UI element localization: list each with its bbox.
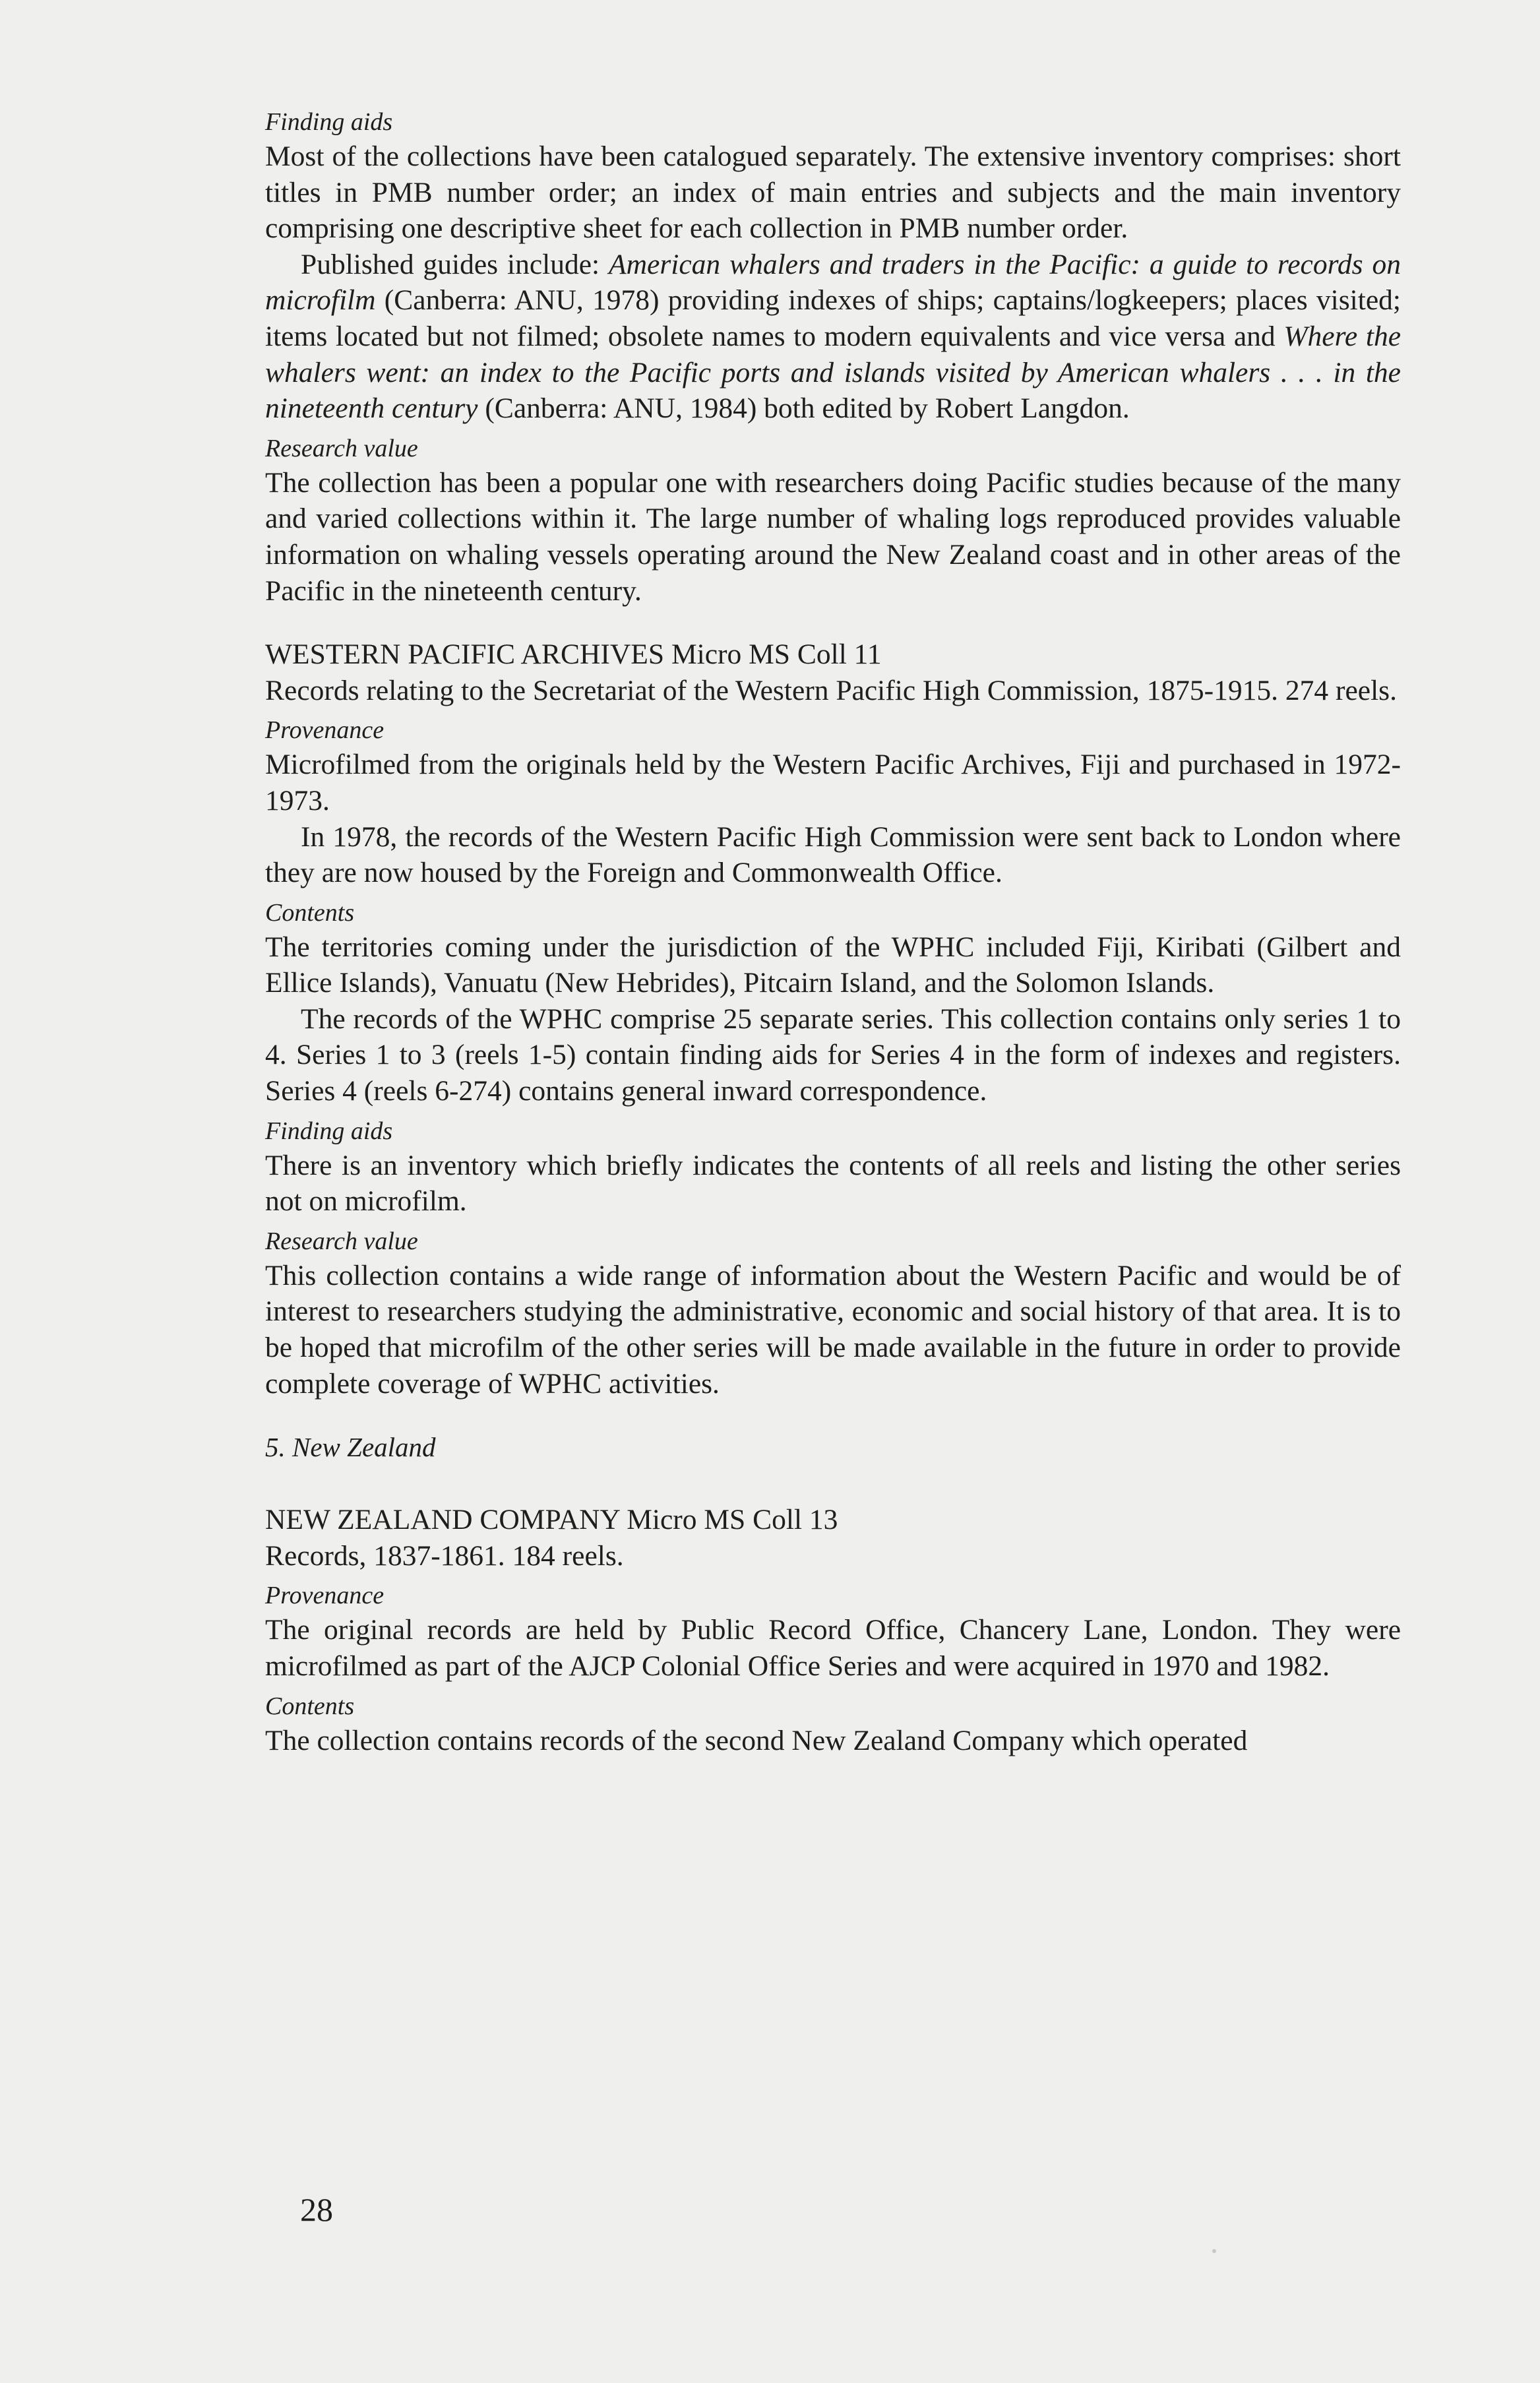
contents-heading: Contents xyxy=(265,898,355,927)
guide-title-american-whalers: American whalers and traders in the Pacific: a guide to records on microfilm xyxy=(265,248,1401,317)
contents-paragraph-nz: The collection contains records of the second New Zealand Company which operated xyxy=(265,1724,1248,1756)
research-value-heading-wp: Research value xyxy=(265,1227,418,1255)
published-guides-tail: (Canberra: ANU, 1984) both edited by Robert Langdon. xyxy=(477,392,1130,425)
collection-title-nz-company: NEW ZEALAND COMPANY Micro MS Coll 13 xyxy=(265,1504,838,1536)
provenance-paragraph-2: In 1978, the records of the Western Pacific High Commission were sent back to London where they are now housed by the Foreign and Commonwealth Office. xyxy=(265,820,1401,889)
finding-aids-heading: Finding aids xyxy=(265,108,393,136)
guide-title-where-whalers-went: Where the whalers went: an index to the Pacific ports and islands visited by American whalers . . . in the nineteenth century xyxy=(265,320,1401,425)
section-heading xyxy=(265,1429,1401,1465)
section-number: 5. xyxy=(265,1432,286,1463)
contents-heading-nz: Contents xyxy=(265,1692,355,1720)
finding-aids-paragraph-wp: There is an inventory which briefly indicates the contents of all reels and listing the other series not on microfilm. xyxy=(265,1149,1401,1218)
provenance-heading: Provenance xyxy=(265,716,385,745)
finding-aids-paragraph: Most of the collections have been catalogued separately. The extensive inventory comprises: short titles in PMB number order; an index of main entries and subjects and the main inventory comprising one descriptive sheet for each collection in PMB number order. xyxy=(265,140,1401,245)
research-value-paragraph: The collection has been a popular one with researchers doing Pacific studies because of the many and varied collections within it. The large number of whaling logs reproduced provides valuable information on whaling vessels operating around the New Zealand coast and in other areas of the Pacific in the nineteenth century. xyxy=(265,466,1401,607)
published-guides-lead: Published guides include: xyxy=(301,248,609,280)
collection-description-western-pacific: Records relating to the Secretariat of the Western Pacific High Commission, 1875-1915. 274 reels. xyxy=(265,674,1397,706)
finding-aids-heading-wp: Finding aids xyxy=(265,1117,393,1145)
contents-paragraph-2: The records of the WPHC comprise 25 separate series. This collection contains only series 1 to 4. Series 1 to 3 (reels 1-5) contain finding aids for Series 4 in the form of indexes and registers. Series 4 (reels 6-274) contains general inward correspondence. xyxy=(265,1003,1401,1107)
collection-title-western-pacific: WESTERN PACIFIC ARCHIVES Micro MS Coll 11 xyxy=(265,638,882,671)
provenance-heading-nz: Provenance xyxy=(265,1582,385,1610)
published-guides-middle: (Canberra: ANU, 1978) providing indexes of ships; captains/logkeepers; places visited; items located but not filmed; obsolete names to modern equivalents and vice versa and xyxy=(265,284,1401,352)
collection-description-nz-company: Records, 1837-1861. 184 reels. xyxy=(265,1539,624,1572)
provenance-paragraph-nz: The original records are held by Public Record Office, Chancery Lane, London. They were microfilmed as part of the AJCP Colonial Office Series and were acquired in 1970 and 1982. xyxy=(265,1614,1401,1682)
research-value-heading: Research value xyxy=(265,434,418,462)
provenance-paragraph: Microfilmed from the originals held by the Western Pacific Archives, Fiji and purchased in 1972-1973. xyxy=(265,749,1401,817)
research-value-paragraph-wp: This collection contains a wide range of information about the Western Pacific and would be of interest to researchers studying the administrative, economic and social history of that area. It is to be hoped that microfilm of the other series will be made available in the future in order to provide complete coverage of WPHC activities. xyxy=(265,1259,1401,1400)
page-number: 28 xyxy=(300,2191,333,2228)
page-content xyxy=(265,106,1401,1758)
published-guides-paragraph xyxy=(265,247,1401,427)
section-title: New Zealand xyxy=(292,1432,436,1463)
contents-paragraph: The territories coming under the jurisdiction of the WPHC included Fiji, Kiribati (Gilbert and Ellice Islands), Vanuatu (New Hebrides), Pitcairn Island, and the Solomon Islands. xyxy=(265,931,1401,999)
paper-speck xyxy=(1212,2249,1216,2253)
